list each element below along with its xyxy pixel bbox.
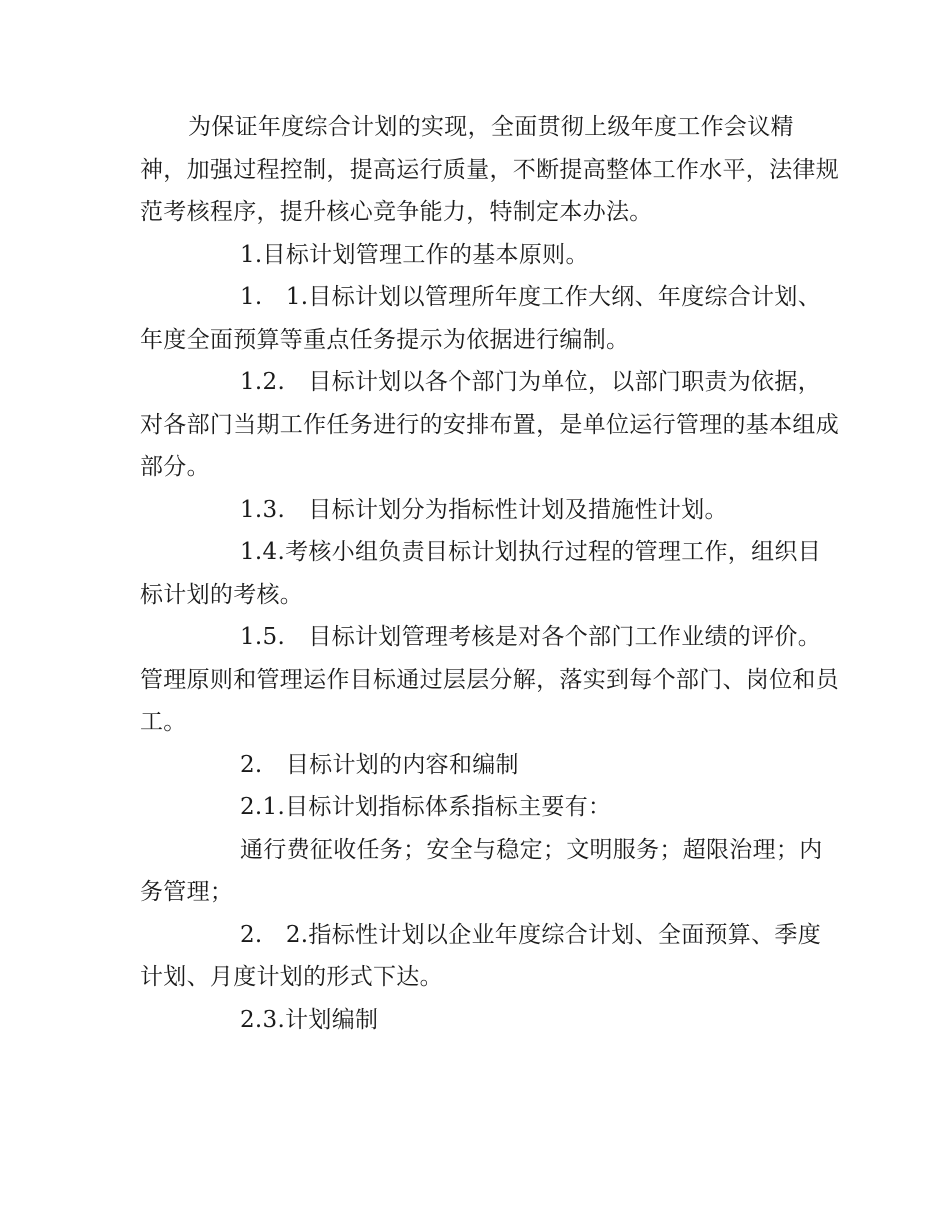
clause-1-5: 1.5. 目标计划管理考核是对各个部门工作业绩的评价。管理原则和管理运作目标通过层层分解，落实到每个部门、岗位和员工。 xyxy=(140,624,839,735)
clause-1-2: 1.2. 目标计划以各个部门为单位，以部门职责为依据，对各部门当期工作任务进行的安排布置，是单位运行管理的基本组成部分。 xyxy=(140,369,839,480)
section-2-heading: 2. 目标计划的内容和编制 xyxy=(240,751,519,778)
clause-1-1: 1. 1.目标计划以管理所年度工作大纲、年度综合计划、年度全面预算等重点任务提示为依据进行编制。 xyxy=(140,284,821,353)
clause-2-1: 2.1.目标计划指标体系指标主要有： xyxy=(240,794,612,820)
clause-1-3: 1.3. 目标计划分为指标性计划及措施性计划。 xyxy=(240,496,728,523)
intro-paragraph: 为保证年度综合计划的实现，全面贯彻上级年度工作会议精神，加强过程控制，提高运行质量，不断提高整体工作水平，法律规范考核程序，提升核心竞争能力，特制定本办法。 xyxy=(140,114,839,225)
clause-2-2: 2. 2.指标性计划以企业年度综合计划、全面预算、季度计划、月度计划的形式下达。 xyxy=(140,921,821,990)
document-page xyxy=(140,106,840,1041)
clause-2-3: 2.3.计划编制 xyxy=(240,1006,379,1033)
clause-2-1-list: 通行费征收任务；安全与稳定；文明服务；超限治理；内务管理； xyxy=(140,836,823,905)
section-1-heading: 1.目标计划管理工作的基本原则。 xyxy=(240,241,589,268)
clause-1-4: 1.4.考核小组负责目标计划执行过程的管理工作，组织目标计划的考核。 xyxy=(140,539,821,608)
